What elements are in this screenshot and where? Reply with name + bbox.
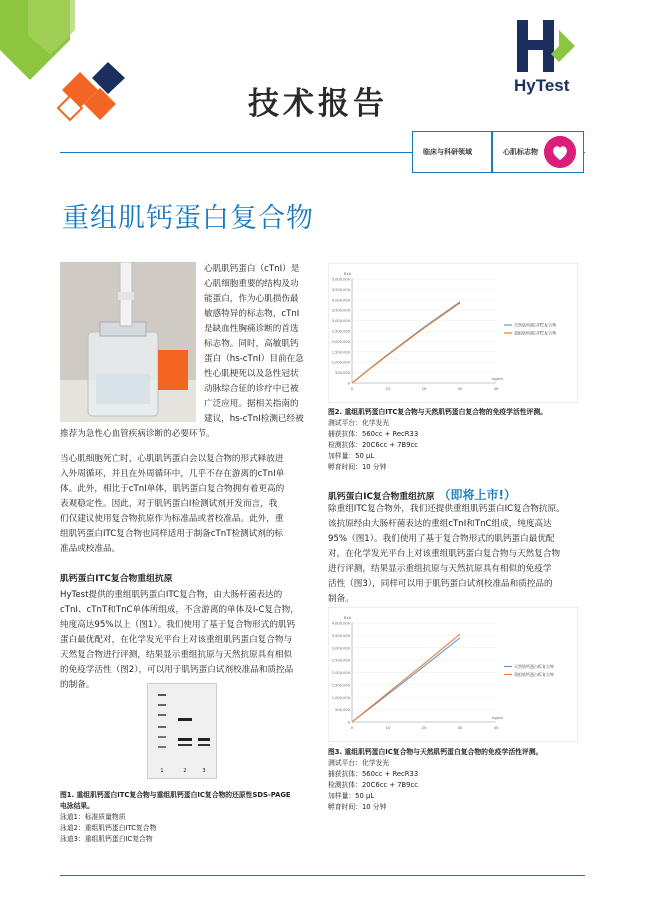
y-tick-label: 2,000,000 <box>331 339 350 344</box>
y-tick-label: 2,500,000 <box>331 658 350 663</box>
fig1-lane-1: 泳道1：标准质量物质 <box>60 813 126 821</box>
intro-line: 心肌肌钙蛋白（cTnI）是 <box>204 264 300 274</box>
x-tick-label: 30 <box>457 725 463 730</box>
intro-line: 敏感特异的标志物，cTnI <box>204 309 300 319</box>
intro-line: 动脉综合征的诊疗中已被 <box>204 384 299 394</box>
para-line: 当心肌细胞死亡时，心肌肌钙蛋白会以复合物的形式释放进 <box>60 454 284 464</box>
chart-fig3-svg <box>328 607 578 742</box>
fig1-lane-2: 泳道2：重组肌钙蛋白ITC复合物 <box>60 824 157 832</box>
para-line: 组肌钙蛋白ITC复合物也同样适用于制备cTnT检测试剂的标 <box>60 529 284 539</box>
fig2-detail: 检测抗体：20C6cc + 7B9cc <box>328 441 418 449</box>
para-line: 入外周循环，并且在外周循环中，几乎不存在游离的cTnI单 <box>60 469 285 479</box>
y-tick-label: 4,500,000 <box>331 287 350 292</box>
para-line: 95%（图1）。我们使用了基于复合物形式的肌钙蛋白最优配 <box>328 534 555 544</box>
para-line: 蛋白最优配对，在化学发光平台上对该重组肌钙蛋白复合物与 <box>60 635 293 645</box>
y-tick-label: 1,500,000 <box>331 683 350 688</box>
fig3-detail: 加样量：50 μL <box>328 792 375 800</box>
x-tick-label: 0 <box>350 725 354 730</box>
y-axis-label: RLU <box>344 271 352 276</box>
lane-label-2: 2 <box>183 768 187 774</box>
y-tick-label: 3,000,000 <box>331 319 350 324</box>
para-line: HyTest提供的重组肌钙蛋白ITC复合物，由大肠杆菌表达的 <box>60 590 283 600</box>
y-tick-label: 500,000 <box>335 708 350 713</box>
y-tick-label: 2,000,000 <box>331 671 350 675</box>
paragraph-2 <box>60 452 322 557</box>
itc-heading: 肌钙蛋白ITC复合物重组抗原 <box>60 574 173 584</box>
fig1-caption <box>60 790 322 845</box>
y-tick-label: 1,000,000 <box>331 360 350 365</box>
report-title: 技术报告 <box>248 86 388 122</box>
category-field <box>412 131 492 173</box>
ic-heading-text: 肌钙蛋白IC复合物重组抗原 <box>328 492 435 502</box>
heart-icon <box>544 136 576 168</box>
para-line: 对，在化学发光平台上对该重组肌钙蛋白复合物与天然复合物 <box>328 549 561 559</box>
gel-bands <box>148 684 216 778</box>
y-tick-label: 500,000 <box>335 371 350 376</box>
intro-line-last: 推荐为急性心血管疾病诊断的必要环节。 <box>60 429 215 439</box>
y-tick-label: 1,000,000 <box>331 695 350 700</box>
chart-fig3 <box>328 607 578 742</box>
fig2-caption-title: 图2. 重组肌钙蛋白ITC复合物与天然肌钙蛋白复合物的免疫学活性评测。 <box>328 408 547 416</box>
y-tick-label: 4,000,000 <box>331 298 350 303</box>
fig2-detail: 测试平台：化学发光 <box>328 419 390 427</box>
fig2-detail: 捕获抗体：560cc + RecR33 <box>328 430 419 438</box>
para-line: 除重组ITC复合物外，我们还提供重组肌钙蛋白IC复合物抗原。 <box>328 504 565 514</box>
x-tick-label: 20 <box>421 725 427 730</box>
coming-soon-badge: （即将上市!） <box>438 488 516 502</box>
legend-label: 重组肌钙蛋白ITC复合物 <box>514 330 557 336</box>
para-line: 准品或校准品。 <box>60 544 121 554</box>
intro-line: 建议，hs-cTnI检测已经被 <box>204 414 304 424</box>
x-tick-label: 40 <box>493 725 499 730</box>
y-tick-label: 0 <box>347 381 350 386</box>
para-line: 该抗原经由大肠杆菌表达的重组cTnI和TnC组成，纯度高达 <box>328 519 552 529</box>
fig1-lane-3: 泳道3：重组肌钙蛋白IC复合物 <box>60 835 153 843</box>
fig2-caption <box>328 407 588 473</box>
itc-paragraph <box>60 588 322 693</box>
fig2-detail: 孵育时间：10 分钟 <box>328 463 387 471</box>
fig3-detail: 孵育时间：10 分钟 <box>328 803 387 811</box>
y-tick-label: 2,500,000 <box>331 329 350 334</box>
intro-line: 能蛋白，作为心肌损伤最 <box>204 294 299 304</box>
lane-label-1: 1 <box>160 768 164 774</box>
x-axis-label: ng/ml <box>492 715 503 720</box>
y-tick-label: 5,000,000 <box>331 277 350 282</box>
intro-line: 是缺血性胸痛诊断的首选 <box>204 324 299 334</box>
y-tick-label: 3,000,000 <box>331 646 350 651</box>
fig3-caption <box>328 747 588 813</box>
x-tick-label: 10 <box>385 725 391 730</box>
lab-photo <box>60 262 196 422</box>
y-tick-label: 0 <box>347 720 350 725</box>
para-line: 们仅建议使用复合物抗原作为标准品或者校准品。此外，重 <box>60 514 284 524</box>
category-field-label: 临床与科研领域 <box>423 148 472 156</box>
fig3-detail: 测试平台：化学发光 <box>328 759 390 767</box>
para-line: 天然复合物进行评测，结果显示重组抗原与天然抗原具有相似 <box>60 650 293 660</box>
category-marker-label: 心肌标志物 <box>503 148 538 156</box>
chart-fig2-svg <box>328 263 578 403</box>
pipette-bottle-illustration <box>60 262 196 422</box>
bottom-divider <box>60 875 585 876</box>
fig1-caption-title: 图1. 重组肌钙蛋白ITC复合物与重组肌钙蛋白IC复合物的还原性SDS-PAGE <box>60 791 291 799</box>
ic-heading <box>328 486 516 503</box>
legend-label: 天然肌钙蛋白ITC复合物 <box>514 322 557 328</box>
lane-label-3: 3 <box>202 768 206 774</box>
intro-line: 心肌细胞重要的结构及功 <box>204 279 299 289</box>
para-line: 体。此外，相比于cTnI单体，肌钙蛋白复合物拥有着更高的 <box>60 484 285 494</box>
para-line: 制备。 <box>328 594 354 604</box>
fig1-caption-title-2: 电泳结果。 <box>60 802 94 810</box>
para-line: 的制备。 <box>60 680 95 690</box>
intro-line: 蛋白（hs-cTnI）目前在急 <box>204 354 304 364</box>
fig3-caption-title: 图3. 重组肌钙蛋白IC复合物与天然肌钙蛋白复合物的免疫学活性评测。 <box>328 748 543 756</box>
para-line: 的免疫学活性（图2），可以用于肌钙蛋白试剂校准品和质控品 <box>60 665 294 675</box>
fig2-detail: 加样量：50 μL <box>328 452 375 460</box>
fig3-detail: 检测抗体：20C6cc + 7B9cc <box>328 781 418 789</box>
x-axis-label: ng/ml <box>492 376 503 381</box>
para-line: 纯度高达95%以上（图1）。我们使用了基于复合物形式的肌钙 <box>60 620 296 630</box>
legend-label: 重组肌钙蛋白IC复合物 <box>514 672 554 677</box>
x-tick-label: 0 <box>350 386 354 391</box>
intro-text-right <box>204 262 322 427</box>
logo-wordmark: HyTest <box>514 76 570 95</box>
intro-line: 性心肌梗死以及急性冠状 <box>204 369 299 379</box>
para-line: 表观稳定性。因此，对于肌钙蛋白I检测试剂开发而言，我 <box>60 499 278 509</box>
y-tick-label: 1,500,000 <box>331 350 350 355</box>
y-tick-label: 3,500,000 <box>331 633 350 638</box>
sds-page-gel <box>147 683 217 779</box>
ic-paragraph <box>328 502 590 607</box>
y-tick-label: 4,000,000 <box>331 621 350 626</box>
y-axis-label: RLU <box>344 615 352 620</box>
y-tick-label: 3,500,000 <box>331 308 350 313</box>
corner-decoration <box>0 0 150 140</box>
para-line: cTnI、cTnT和TnC单体所组成，不含游离的单体及I-C复合物， <box>60 605 299 615</box>
x-tick-label: 10 <box>385 386 391 391</box>
intro-line: 广泛应用。据相关指南的 <box>204 399 299 409</box>
x-tick-label: 30 <box>457 386 463 391</box>
intro-line: 标志物。同时，高敏肌钙 <box>204 339 299 349</box>
para-line: 进行评测，结果显示重组抗原与天然抗原具有相似的免疫学 <box>328 564 552 574</box>
x-tick-label: 40 <box>493 386 499 391</box>
legend-label: 天然肌钙蛋白IC复合物 <box>514 664 554 669</box>
main-title: 重组肌钙蛋白复合物 <box>62 203 314 234</box>
para-line: 活性（图3），同样可以用于肌钙蛋白试剂校准品和质控品的 <box>328 579 553 589</box>
chart-fig2 <box>328 263 578 403</box>
fig3-detail: 捕获抗体：560cc + RecR33 <box>328 770 419 778</box>
x-tick-label: 20 <box>421 386 427 391</box>
